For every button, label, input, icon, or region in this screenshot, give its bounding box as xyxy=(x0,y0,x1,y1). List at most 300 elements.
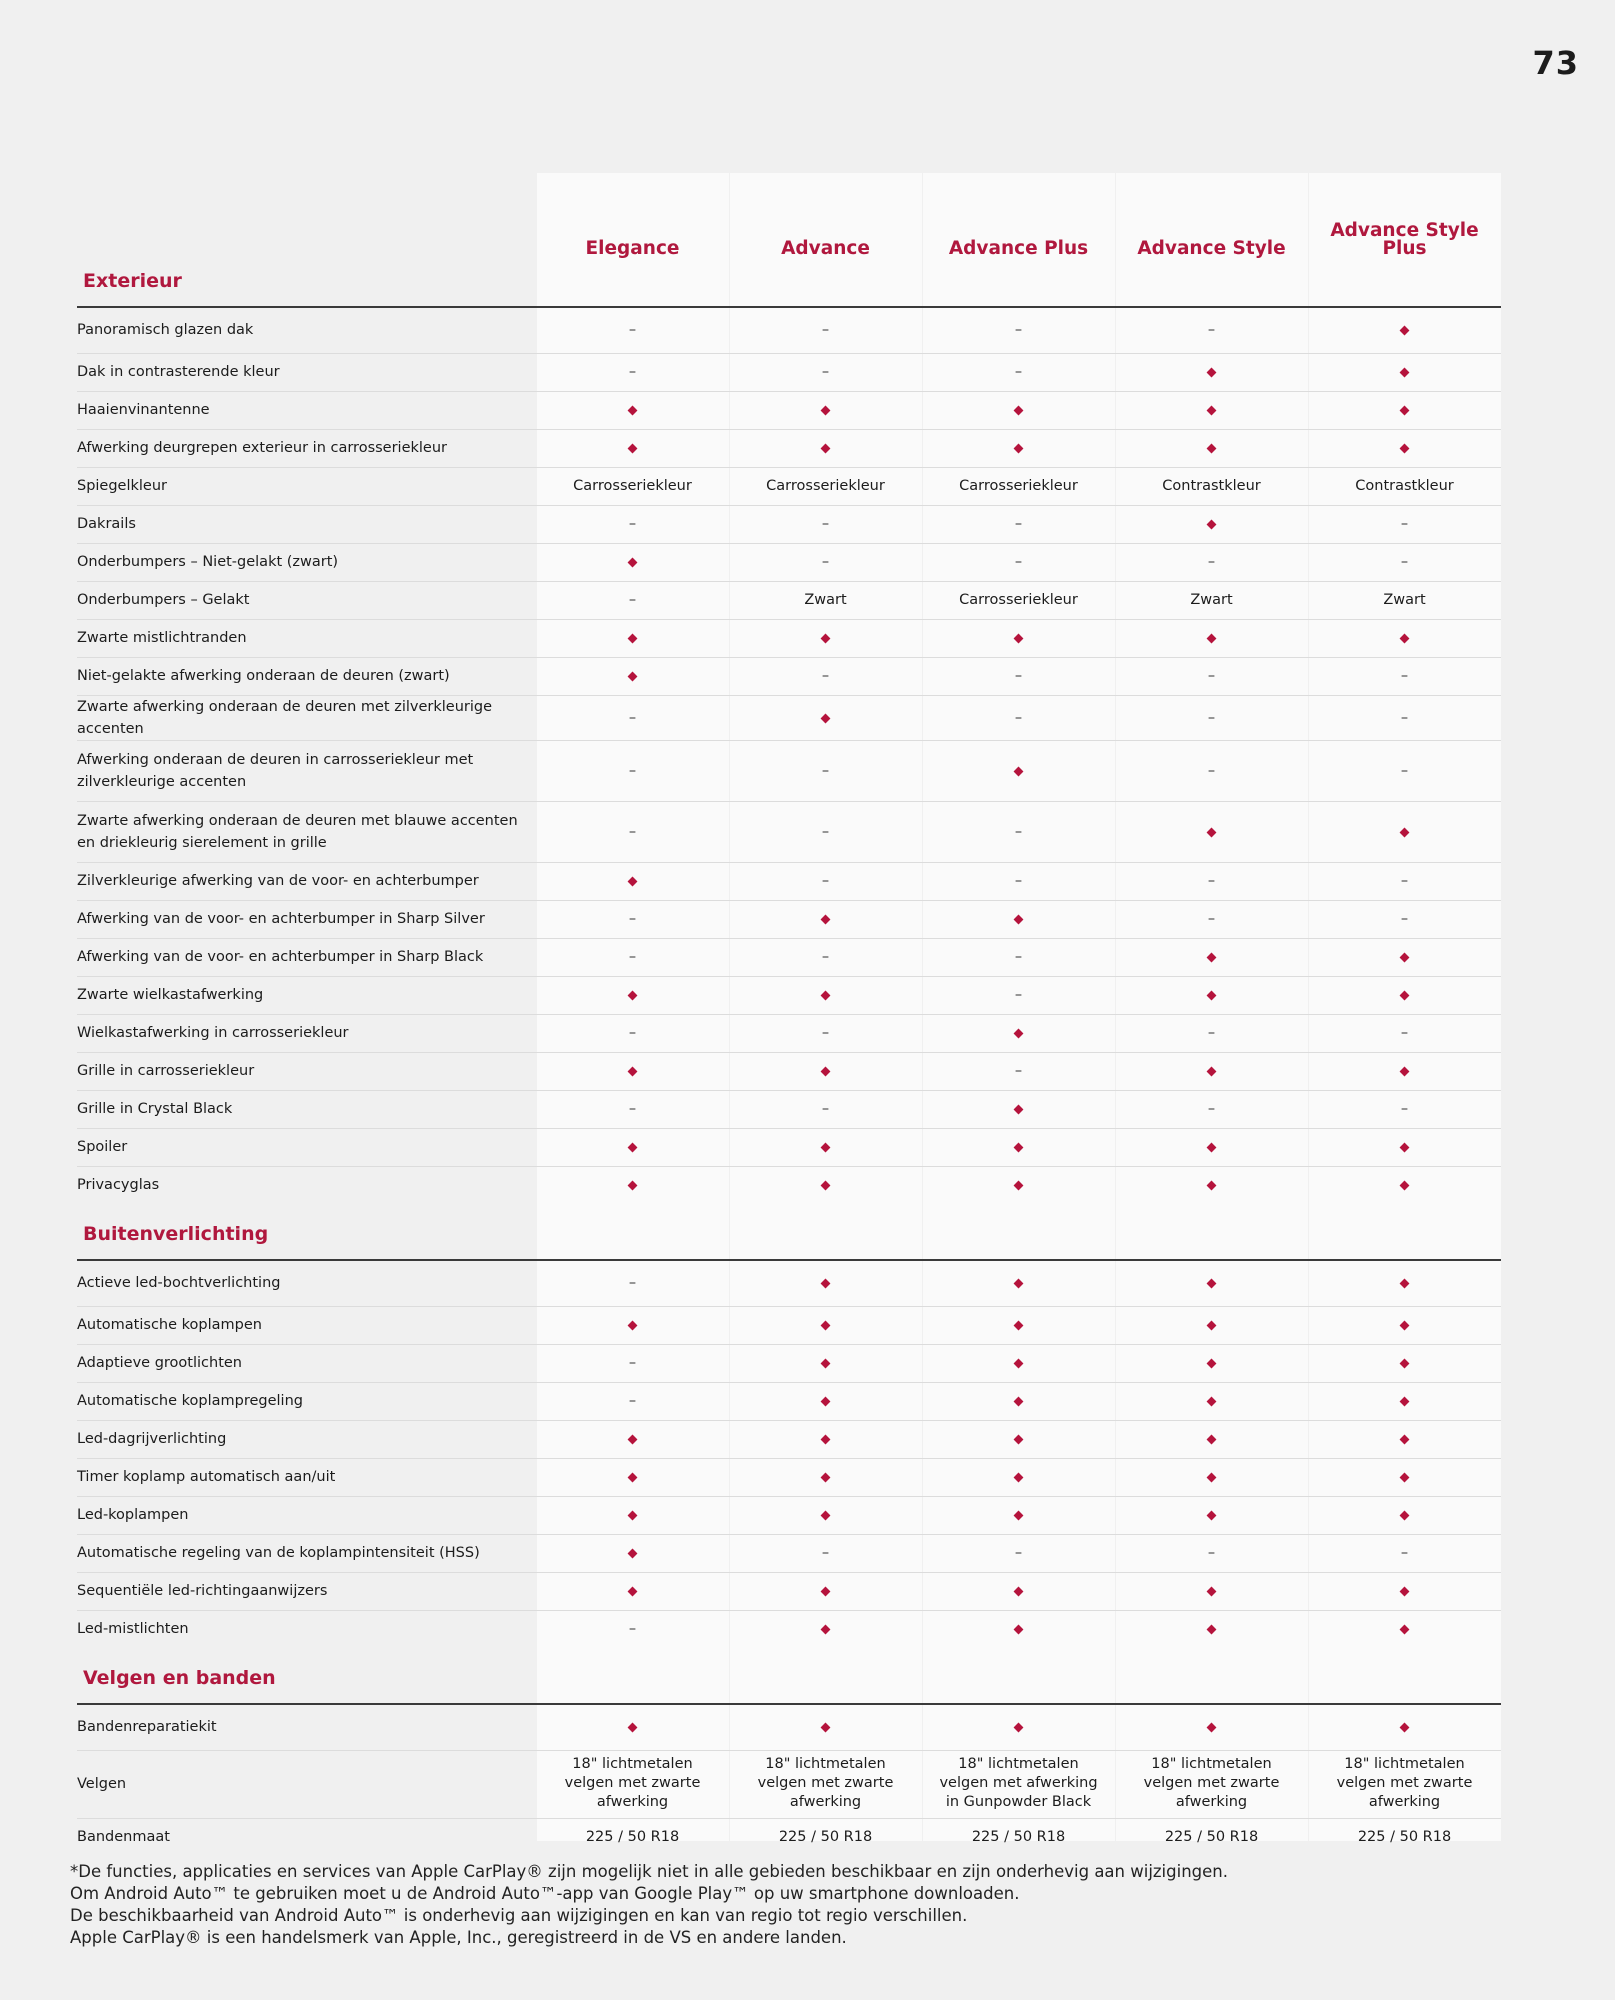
table-row xyxy=(77,391,1501,429)
not-available-dash: – xyxy=(1014,364,1023,380)
cell-advance-style-plus xyxy=(1308,1344,1501,1382)
available-diamond-icon xyxy=(821,1511,831,1521)
cell-advance-style xyxy=(1115,976,1308,1014)
not-available-dash: – xyxy=(1014,554,1023,570)
cell-advance-plus xyxy=(922,619,1115,657)
available-diamond-icon xyxy=(1014,766,1024,776)
not-available-dash: – xyxy=(821,762,830,779)
cell-advance-style xyxy=(1115,543,1308,581)
available-diamond-icon xyxy=(821,1321,831,1331)
cell-elegance xyxy=(536,1534,729,1572)
cell-advance xyxy=(729,1014,922,1052)
table-row xyxy=(77,543,1501,581)
cell-advance xyxy=(729,1052,922,1090)
available-diamond-icon xyxy=(1207,368,1217,378)
cell-advance-style xyxy=(1115,1260,1308,1306)
cell-value: 225 / 50 R18 xyxy=(1357,1829,1452,1846)
cell-advance-style-plus xyxy=(1308,1014,1501,1052)
cell-value: 18" lichtmetalen velgen met zwarte afwerking xyxy=(564,1756,701,1810)
available-diamond-icon xyxy=(1400,1397,1410,1407)
cell-value: Carrosseriekleur xyxy=(766,478,885,494)
available-diamond-icon xyxy=(1207,991,1217,1001)
cell-elegance xyxy=(536,1572,729,1610)
cell-advance-plus xyxy=(922,1534,1115,1572)
available-diamond-icon xyxy=(1014,634,1024,644)
section-header-cell xyxy=(77,173,536,307)
cell-advance-style-plus xyxy=(1308,1166,1501,1204)
not-available-dash: – xyxy=(628,322,637,339)
available-diamond-icon xyxy=(1400,1143,1410,1153)
cell-advance-plus xyxy=(922,353,1115,391)
available-diamond-icon xyxy=(628,444,638,454)
table-row xyxy=(77,1052,1501,1090)
available-diamond-icon xyxy=(1207,1435,1217,1445)
not-available-dash: – xyxy=(1207,668,1216,684)
cell-advance-style-plus xyxy=(1308,938,1501,976)
not-available-dash: – xyxy=(628,823,637,840)
available-diamond-icon xyxy=(1014,1723,1024,1733)
cell-elegance xyxy=(536,619,729,657)
row-label: Automatische koplampregeling xyxy=(77,1382,536,1420)
available-diamond-icon xyxy=(821,444,831,454)
cell-advance-style xyxy=(1115,1052,1308,1090)
column-header-advance: Advance xyxy=(781,238,870,259)
not-available-dash: – xyxy=(1014,516,1023,532)
row-label: Automatische koplampen xyxy=(77,1306,536,1344)
available-diamond-icon xyxy=(1400,953,1410,963)
cell-advance-style-plus xyxy=(1308,619,1501,657)
cell-elegance xyxy=(536,1420,729,1458)
cell-advance-style xyxy=(1115,1750,1308,1818)
not-available-dash: – xyxy=(821,668,830,684)
row-label: Privacyglas xyxy=(77,1166,536,1204)
not-available-dash: – xyxy=(1207,322,1216,339)
row-label: Spiegelkleur xyxy=(77,467,536,505)
cell-advance xyxy=(729,1166,922,1204)
available-diamond-icon xyxy=(1400,444,1410,454)
available-diamond-icon xyxy=(1207,520,1217,530)
section-header-row xyxy=(77,1204,1501,1260)
cell-advance xyxy=(729,862,922,900)
row-label: Afwerking van de voor- en achterbumper in Sharp Silver xyxy=(77,900,536,938)
cell-advance-style xyxy=(1115,1344,1308,1382)
column-header-elegance: Elegance xyxy=(585,238,680,259)
not-available-dash: – xyxy=(1207,1025,1216,1041)
available-diamond-icon xyxy=(1207,634,1217,644)
row-label: Bandenmaat xyxy=(77,1818,536,1856)
available-diamond-icon xyxy=(1400,1321,1410,1331)
available-diamond-icon xyxy=(628,1321,638,1331)
cell-advance-plus xyxy=(922,467,1115,505)
not-available-dash: – xyxy=(821,873,830,889)
available-diamond-icon xyxy=(628,1143,638,1153)
table-row xyxy=(77,657,1501,695)
cell-advance-plus xyxy=(922,1014,1115,1052)
page-number: 73 xyxy=(1532,44,1579,82)
cell-advance-style-plus xyxy=(1308,740,1501,801)
available-diamond-icon xyxy=(1207,1143,1217,1153)
cell-advance xyxy=(729,1458,922,1496)
cell-elegance xyxy=(536,740,729,801)
cell-advance xyxy=(729,619,922,657)
not-available-dash: – xyxy=(821,1545,830,1561)
available-diamond-icon xyxy=(1014,1143,1024,1153)
cell-elegance xyxy=(536,976,729,1014)
available-diamond-icon xyxy=(628,1181,638,1191)
not-available-dash: – xyxy=(628,516,637,532)
row-label: Onderbumpers – Gelakt xyxy=(77,581,536,619)
cell-advance-plus xyxy=(922,1128,1115,1166)
cell-advance-plus xyxy=(922,1306,1115,1344)
table-row xyxy=(77,1496,1501,1534)
cell-advance-style xyxy=(1115,801,1308,862)
cell-advance-style-plus xyxy=(1308,695,1501,740)
table-row xyxy=(77,938,1501,976)
table-row xyxy=(77,862,1501,900)
table-row xyxy=(77,1458,1501,1496)
cell-value: 225 / 50 R18 xyxy=(971,1829,1066,1846)
cell-advance-plus xyxy=(922,938,1115,976)
cell-advance xyxy=(729,900,922,938)
not-available-dash: – xyxy=(1014,949,1023,965)
available-diamond-icon xyxy=(821,1359,831,1369)
section-header-cell xyxy=(77,1648,536,1704)
cell-advance-style xyxy=(1115,307,1308,353)
cell-elegance xyxy=(536,695,729,740)
cell-elegance xyxy=(536,467,729,505)
cell-advance-style-plus xyxy=(1308,429,1501,467)
cell-advance-style xyxy=(1115,1818,1308,1856)
cell-advance-plus xyxy=(922,1090,1115,1128)
not-available-dash: – xyxy=(1014,1063,1023,1079)
available-diamond-icon xyxy=(1400,634,1410,644)
not-available-dash: – xyxy=(628,1621,637,1638)
cell-advance xyxy=(729,391,922,429)
section-header-row xyxy=(77,1648,1501,1704)
not-available-dash: – xyxy=(1400,1545,1409,1561)
cell-advance-style xyxy=(1115,353,1308,391)
row-label: Led-dagrijverlichting xyxy=(77,1420,536,1458)
table-row xyxy=(77,505,1501,543)
row-label: Grille in Crystal Black xyxy=(77,1090,536,1128)
table-row xyxy=(77,1750,1501,1818)
column-header-cell xyxy=(922,1648,1115,1704)
available-diamond-icon xyxy=(1400,991,1410,1001)
cell-advance-style-plus xyxy=(1308,1534,1501,1572)
not-available-dash: – xyxy=(821,322,830,339)
cell-advance-plus xyxy=(922,429,1115,467)
row-label: Adaptieve grootlichten xyxy=(77,1344,536,1382)
cell-advance-style-plus xyxy=(1308,1260,1501,1306)
column-header-advance-style-plus: Advance Style Plus xyxy=(1330,220,1479,259)
cell-advance xyxy=(729,1128,922,1166)
cell-advance-plus xyxy=(922,1572,1115,1610)
cell-elegance xyxy=(536,1610,729,1648)
not-available-dash: – xyxy=(628,364,637,380)
cell-advance xyxy=(729,976,922,1014)
available-diamond-icon xyxy=(821,1143,831,1153)
available-diamond-icon xyxy=(1014,1435,1024,1445)
cell-advance xyxy=(729,1610,922,1648)
cell-advance-style-plus xyxy=(1308,1458,1501,1496)
cell-elegance xyxy=(536,900,729,938)
not-available-dash: – xyxy=(1400,1025,1409,1041)
not-available-dash: – xyxy=(1207,873,1216,889)
footnotes xyxy=(70,1861,1470,1949)
available-diamond-icon xyxy=(628,672,638,682)
cell-advance-style xyxy=(1115,1306,1308,1344)
cell-value: Contrastkleur xyxy=(1162,478,1261,494)
cell-advance-style xyxy=(1115,938,1308,976)
row-label: Zwarte afwerking onderaan de deuren met zilverkleurige accenten xyxy=(77,695,536,740)
section-header-cell xyxy=(77,1204,536,1260)
cell-advance xyxy=(729,1496,922,1534)
cell-advance xyxy=(729,1818,922,1856)
cell-advance-style-plus xyxy=(1308,1750,1501,1818)
cell-value: Carrosseriekleur xyxy=(959,592,1078,608)
section-title: Buitenverlichting xyxy=(83,1223,269,1245)
not-available-dash: – xyxy=(1400,709,1409,726)
cell-advance-style-plus xyxy=(1308,1420,1501,1458)
cell-advance xyxy=(729,1704,922,1750)
table-row xyxy=(77,695,1501,740)
cell-value: 225 / 50 R18 xyxy=(778,1829,873,1846)
available-diamond-icon xyxy=(1014,1029,1024,1039)
row-label: Afwerking onderaan de deuren in carrosseriekleur met zilverkleurige accenten xyxy=(77,740,536,801)
not-available-dash: – xyxy=(1400,668,1409,684)
cell-elegance xyxy=(536,1128,729,1166)
not-available-dash: – xyxy=(628,911,637,927)
not-available-dash: – xyxy=(821,554,830,570)
available-diamond-icon xyxy=(1014,1587,1024,1597)
cell-value: Zwart xyxy=(804,592,847,608)
cell-advance xyxy=(729,740,922,801)
cell-advance-plus xyxy=(922,307,1115,353)
cell-advance-style xyxy=(1115,695,1308,740)
not-available-dash: – xyxy=(1207,554,1216,570)
available-diamond-icon xyxy=(1207,1473,1217,1483)
column-header-cell xyxy=(922,173,1115,307)
cell-elegance xyxy=(536,429,729,467)
cell-advance-plus xyxy=(922,1610,1115,1648)
cell-elegance xyxy=(536,391,729,429)
available-diamond-icon xyxy=(1014,1279,1024,1289)
column-header-cell xyxy=(922,1204,1115,1260)
cell-advance xyxy=(729,429,922,467)
cell-advance-style xyxy=(1115,900,1308,938)
row-label: Bandenreparatiekit xyxy=(77,1719,217,1736)
cell-elegance xyxy=(536,1704,729,1750)
row-label: Wielkastafwerking in carrosseriekleur xyxy=(77,1014,536,1052)
cell-advance-plus xyxy=(922,976,1115,1014)
row-label: Timer koplamp automatisch aan/uit xyxy=(77,1458,536,1496)
available-diamond-icon xyxy=(821,634,831,644)
cell-advance xyxy=(729,1260,922,1306)
cell-advance-plus xyxy=(922,1052,1115,1090)
cell-advance-style xyxy=(1115,1420,1308,1458)
row-label: Spoiler xyxy=(77,1128,536,1166)
available-diamond-icon xyxy=(1400,1435,1410,1445)
available-diamond-icon xyxy=(1014,1625,1024,1635)
table-row xyxy=(77,1704,1501,1750)
cell-value: 18" lichtmetalen velgen met afwerking in Gunpowder Black xyxy=(939,1756,1098,1810)
spec-table xyxy=(77,173,1501,1856)
available-diamond-icon xyxy=(628,1549,638,1559)
cell-value: Carrosseriekleur xyxy=(959,478,1078,494)
table-row xyxy=(77,740,1501,801)
available-diamond-icon xyxy=(1014,915,1024,925)
available-diamond-icon xyxy=(1207,953,1217,963)
row-label: Velgen xyxy=(77,1750,536,1818)
cell-elegance xyxy=(536,1458,729,1496)
available-diamond-icon xyxy=(1014,1321,1024,1331)
table-row xyxy=(77,581,1501,619)
available-diamond-icon xyxy=(821,1435,831,1445)
cell-advance xyxy=(729,353,922,391)
cell-advance xyxy=(729,1306,922,1344)
cell-elegance xyxy=(536,801,729,862)
not-available-dash: – xyxy=(1014,322,1023,339)
column-header-cell xyxy=(1115,1648,1308,1704)
table-row xyxy=(77,619,1501,657)
available-diamond-icon xyxy=(1207,1067,1217,1077)
cell-advance-style xyxy=(1115,862,1308,900)
section-title: Exterieur xyxy=(83,270,182,292)
available-diamond-icon xyxy=(1400,1511,1410,1521)
available-diamond-icon xyxy=(1400,827,1410,837)
not-available-dash: – xyxy=(1207,762,1216,779)
available-diamond-icon xyxy=(1207,1625,1217,1635)
not-available-dash: – xyxy=(1014,873,1023,889)
cell-advance-plus xyxy=(922,740,1115,801)
available-diamond-icon xyxy=(1207,1723,1217,1733)
cell-advance-plus xyxy=(922,1166,1115,1204)
cell-advance-style xyxy=(1115,1128,1308,1166)
row-label: Niet-gelakte afwerking onderaan de deuren (zwart) xyxy=(77,657,536,695)
cell-advance-style-plus xyxy=(1308,1306,1501,1344)
cell-advance-style xyxy=(1115,391,1308,429)
cell-elegance xyxy=(536,543,729,581)
cell-advance-style-plus xyxy=(1308,353,1501,391)
cell-advance-plus xyxy=(922,862,1115,900)
cell-elegance xyxy=(536,1090,729,1128)
table-row xyxy=(77,1260,1501,1306)
table-row xyxy=(77,1420,1501,1458)
available-diamond-icon xyxy=(1014,1105,1024,1115)
column-header-cell xyxy=(1308,1204,1501,1260)
not-available-dash: – xyxy=(628,1355,637,1371)
table-row xyxy=(77,1382,1501,1420)
available-diamond-icon xyxy=(1207,1321,1217,1331)
table-row xyxy=(77,1818,1501,1856)
row-label: Led-koplampen xyxy=(77,1496,536,1534)
cell-advance xyxy=(729,467,922,505)
available-diamond-icon xyxy=(1014,1359,1024,1369)
cell-elegance xyxy=(536,353,729,391)
cell-elegance xyxy=(536,1750,729,1818)
row-label: Automatische regeling van de koplampintensiteit (HSS) xyxy=(77,1534,536,1572)
table-row xyxy=(77,1344,1501,1382)
footnote-line: *De functies, applicaties en services van Apple CarPlay® zijn mogelijk niet in alle gebieden beschikbaar en zijn onderhevig aan wijzigingen. xyxy=(70,1862,1228,1881)
available-diamond-icon xyxy=(1207,406,1217,416)
available-diamond-icon xyxy=(628,558,638,568)
not-available-dash: – xyxy=(821,364,830,380)
cell-advance-style-plus xyxy=(1308,976,1501,1014)
row-label: Zwarte wielkastafwerking xyxy=(77,976,536,1014)
not-available-dash: – xyxy=(628,1393,637,1409)
available-diamond-icon xyxy=(821,713,831,723)
available-diamond-icon xyxy=(628,1511,638,1521)
row-label: Zwarte mistlichtranden xyxy=(77,619,536,657)
not-available-dash: – xyxy=(821,949,830,965)
column-header-cell xyxy=(729,1204,922,1260)
available-diamond-icon xyxy=(1207,1359,1217,1369)
cell-advance-plus xyxy=(922,505,1115,543)
available-diamond-icon xyxy=(628,991,638,1001)
cell-value: 18" lichtmetalen velgen met zwarte afwerking xyxy=(1336,1756,1473,1810)
cell-elegance xyxy=(536,505,729,543)
available-diamond-icon xyxy=(1400,368,1410,378)
available-diamond-icon xyxy=(821,1397,831,1407)
table-row xyxy=(77,1090,1501,1128)
available-diamond-icon xyxy=(628,406,638,416)
not-available-dash: – xyxy=(821,1025,830,1041)
available-diamond-icon xyxy=(1400,1181,1410,1191)
available-diamond-icon xyxy=(1400,1473,1410,1483)
not-available-dash: – xyxy=(628,592,637,608)
cell-advance xyxy=(729,1534,922,1572)
available-diamond-icon xyxy=(1014,444,1024,454)
footnote-line: Om Android Auto™ te gebruiken moet u de Android Auto™-app van Google Play™ op uw smartphone downloaden. xyxy=(70,1884,1020,1903)
column-header-advance-plus: Advance Plus xyxy=(948,238,1089,259)
cell-advance-style xyxy=(1115,1166,1308,1204)
available-diamond-icon xyxy=(821,991,831,1001)
cell-advance-style-plus xyxy=(1308,1090,1501,1128)
cell-advance-plus xyxy=(922,695,1115,740)
cell-advance-style xyxy=(1115,1496,1308,1534)
cell-elegance xyxy=(536,1260,729,1306)
available-diamond-icon xyxy=(1400,1359,1410,1369)
column-header-cell xyxy=(536,173,729,307)
not-available-dash: – xyxy=(1207,911,1216,927)
cell-advance-style xyxy=(1115,619,1308,657)
table-row xyxy=(77,467,1501,505)
cell-advance-plus xyxy=(922,1818,1115,1856)
cell-advance-style xyxy=(1115,1090,1308,1128)
available-diamond-icon xyxy=(1207,1511,1217,1521)
row-label: Dakrails xyxy=(77,505,536,543)
cell-advance-plus xyxy=(922,1704,1115,1750)
available-diamond-icon xyxy=(821,1473,831,1483)
cell-advance-style-plus xyxy=(1308,1610,1501,1648)
not-available-dash: – xyxy=(1014,823,1023,840)
cell-advance-style xyxy=(1115,467,1308,505)
available-diamond-icon xyxy=(1014,1473,1024,1483)
available-diamond-icon xyxy=(1207,1587,1217,1597)
available-diamond-icon xyxy=(1207,444,1217,454)
not-available-dash: – xyxy=(628,709,637,726)
cell-advance-plus xyxy=(922,543,1115,581)
column-header-cell xyxy=(536,1204,729,1260)
not-available-dash: – xyxy=(628,949,637,965)
available-diamond-icon xyxy=(821,1067,831,1077)
footnote-line: De beschikbaarheid van Android Auto™ is onderhevig aan wijzigingen en kan van regio tot regio verschillen. xyxy=(70,1906,968,1925)
row-label: Zwarte afwerking onderaan de deuren met blauwe accenten en driekleurig sierelement in grille xyxy=(77,801,536,862)
row-label: Afwerking deurgrepen exterieur in carrosseriekleur xyxy=(77,429,536,467)
cell-advance-style-plus xyxy=(1308,1704,1501,1750)
available-diamond-icon xyxy=(628,1723,638,1733)
cell-elegance xyxy=(536,1166,729,1204)
